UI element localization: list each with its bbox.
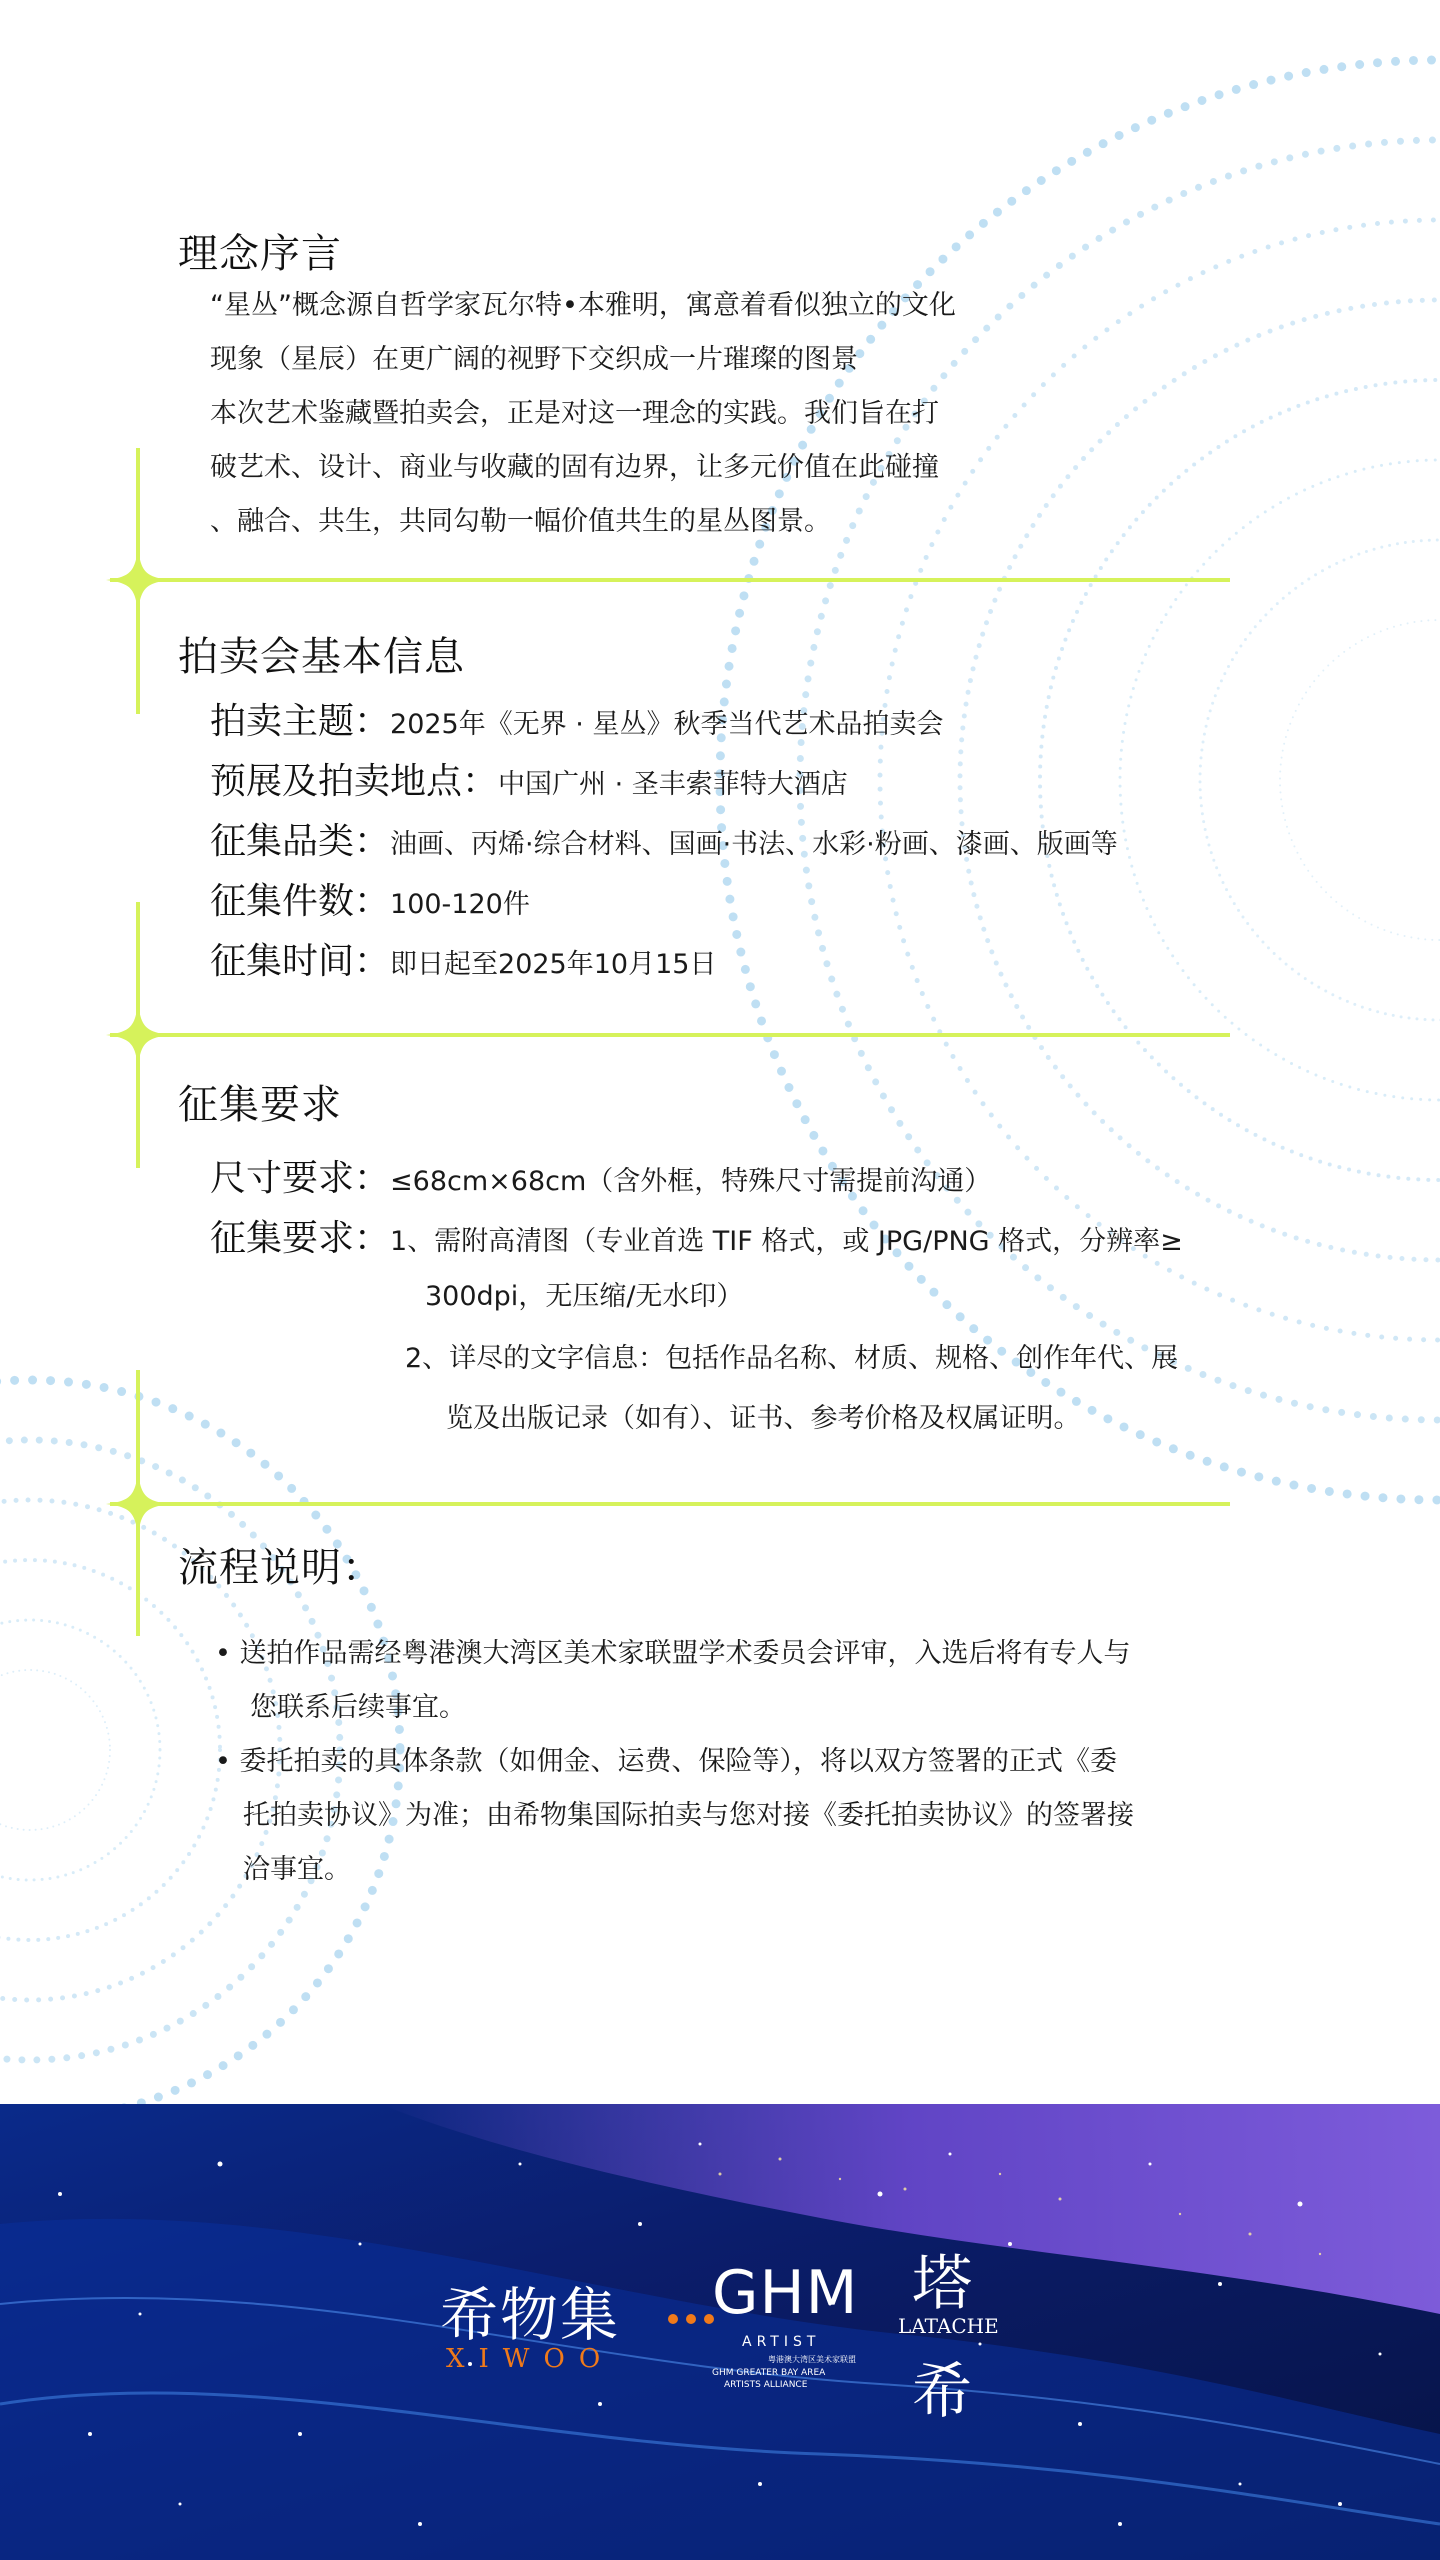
info-row-quantity (210, 873, 530, 924)
ghm-logo-cn: 粤港澳大湾区美术家联盟 (768, 2355, 856, 2364)
intro-line-4: 破艺术、设计、商业与收藏的固有边界，让多元价值在此碰撞 (210, 452, 939, 483)
req-row-collection (210, 1210, 1183, 1261)
ghm-logo-mark: GHM (712, 2258, 859, 2328)
ghm-logo-en-1: GHM GREATER BAY AREA (712, 2368, 826, 2378)
process-bullet-1-line-2: 您联系后续事宜。 (250, 1692, 466, 1723)
req-2-line-2: 览及出版记录（如有）、证书、参考价格及权属证明。 (446, 1403, 1081, 1434)
latache-logo (894, 2236, 1004, 2436)
info-value: 1、需附高清图（专业首选 TIF 格式，或 JPG/PNG 格式，分辨率≥ (390, 1226, 1183, 1257)
info-value: 即日起至2025年10月15日 (390, 949, 717, 980)
partner-logos (0, 2240, 1440, 2440)
intro-line-3: 本次艺术鉴藏暨拍卖会，正是对这一理念的实践。我们旨在打 (210, 398, 939, 429)
process-bullet-2-line-3: 洽事宜。 (243, 1854, 351, 1885)
sparkle-icon (106, 1003, 170, 1067)
ghm-logo-en-2: ARTISTS ALLIANCE (724, 2380, 808, 2390)
info-value: 2025年《无界 · 星丛》秋季当代艺术品拍卖会 (390, 709, 944, 740)
xiwoo-logo-cn: 希物集 (440, 2281, 621, 2349)
req-row-size (210, 1150, 991, 1201)
intro-line-2: 现象（星辰）在更广阔的视野下交织成一片璀璨的图景 (210, 344, 858, 375)
info-value: 100-120件 (390, 889, 530, 920)
intro-line-1: “星丛”概念源自哲学家瓦尔特•本雅明，寓意着看似独立的文化 (210, 290, 956, 321)
divider-line (110, 578, 1230, 582)
info-key: 征集件数： (210, 881, 391, 922)
info-key: 预展及拍卖地点： (210, 761, 499, 802)
info-key: 尺寸要求： (210, 1158, 391, 1199)
ghm-logo-sub: ARTIST (742, 2334, 821, 2350)
xiwoo-logo (440, 2268, 640, 2378)
latache-logo-cn-bottom: 希 (912, 2357, 972, 2427)
intro-line-5: 、融合、共生，共同勾勒一幅价值共生的星丛图景。 (210, 506, 831, 537)
latache-logo-en: LATACHE (898, 2314, 999, 2338)
info-value: 油画、丙烯·综合材料、国画·书法、水彩·粉画、漆画、版画等 (390, 829, 1118, 860)
info-key: 拍卖主题： (210, 701, 391, 742)
process-title: 流程说明： (178, 1545, 383, 1591)
info-key: 征集要求： (210, 1218, 391, 1259)
info-row-location (210, 753, 848, 804)
basic-info-title: 拍卖会基本信息 (178, 634, 465, 680)
divider-line (110, 1502, 1230, 1506)
info-value: ≤68cm×68cm（含外框，特殊尺寸需提前沟通） (390, 1166, 992, 1197)
sparkle-icon (106, 1472, 170, 1536)
requirements-title: 征集要求 (178, 1082, 342, 1128)
process-bullet-2-line-2: 托拍卖协议》为准；由希物集国际拍卖与您对接《委托拍卖协议》的签署接 (243, 1800, 1134, 1831)
info-value: 中国广州 · 圣丰索菲特大酒店 (498, 769, 848, 800)
xiwoo-logo-en: XIWOO (446, 2344, 615, 2374)
info-row-time (210, 933, 716, 984)
process-bullet-2-line-1: • 委托拍卖的具体条款（如佣金、运费、保险等），将以双方签署的正式《委 (215, 1746, 1118, 1777)
latache-logo-cn-top: 塔 (912, 2249, 972, 2319)
ghm-alliance-logo (712, 2254, 862, 2404)
sparkle-icon (106, 548, 170, 612)
divider-line (110, 1033, 1230, 1037)
req-1-line-2: 300dpi，无压缩/无水印） (425, 1281, 744, 1312)
info-row-theme (210, 693, 943, 744)
info-key: 征集品类： (210, 821, 391, 862)
intro-title: 理念序言 (178, 231, 342, 277)
req-2-line-1: 2、详尽的文字信息：包括作品名称、材质、规格、创作年代、展 (405, 1343, 1179, 1374)
info-key: 征集时间： (210, 941, 391, 982)
info-row-category (210, 813, 1118, 864)
process-bullet-1-line-1: • 送拍作品需经粤港澳大湾区美术家联盟学术委员会评审，入选后将有专人与 (215, 1638, 1131, 1669)
